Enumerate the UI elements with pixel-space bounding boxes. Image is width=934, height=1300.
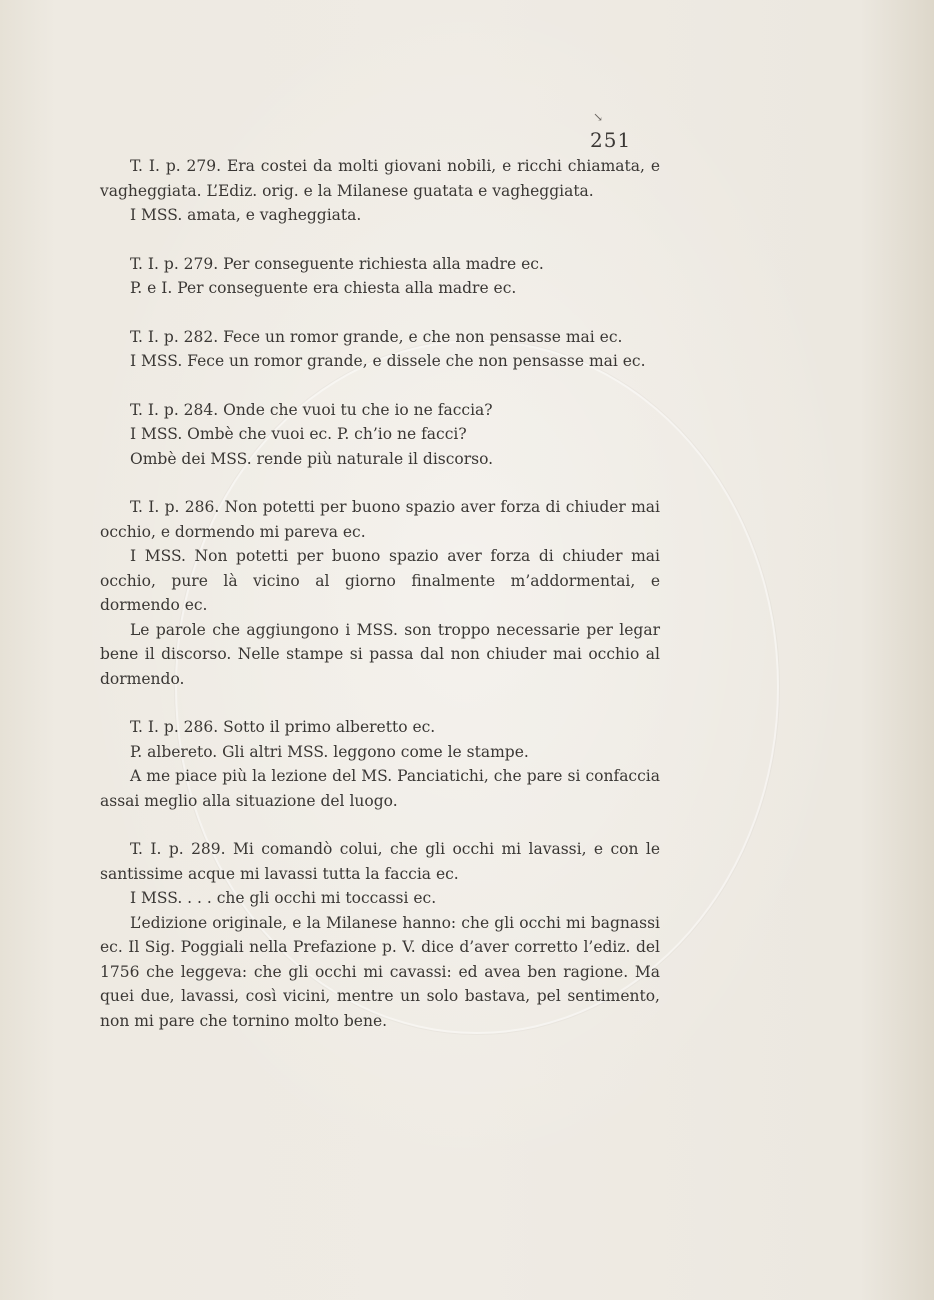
paragraph: A me piace più la lezione del MS. Panciatichi, che pare si confaccia assai meglio alla situazione del luogo. <box>100 767 660 810</box>
note-block <box>100 495 660 691</box>
note-block <box>100 325 660 374</box>
paragraph: L’edizione originale, e la Milanese hanno: che gli occhi mi bagnassi ec. Il Sig. Poggiali nella Prefazione p. V. dice d’aver corretto l’ediz. del 1756 che leggeva: che gli occhi mi cavassi: ed avea ben ragione. Ma quei due, lavassi, così vicini, mentre un solo bastava, pel sentimento, non mi pare che tornino molto bene. <box>100 913 660 1030</box>
paragraph: T. I. p. 286. Non potetti per buono spazio aver forza di chiuder mai occhio, e dormendo mi pareva ec. <box>100 498 660 541</box>
note-block <box>100 252 660 301</box>
paragraph: Ombè dei MSS. rende più naturale il discorso. <box>130 449 494 468</box>
ink-mark: ↘ <box>593 110 604 124</box>
paragraph: I MSS. amata, e vagheggiata. <box>130 206 362 224</box>
paragraph: T. I. p. 289. Mi comandò colui, che gli occhi mi lavassi, e con le santissime acque mi lavassi tutta la faccia ec. <box>100 840 660 883</box>
note-block <box>100 398 660 472</box>
paragraph: P. e I. Per conseguente era chiesta alla madre ec. <box>130 279 517 297</box>
note-block <box>100 837 660 1033</box>
paragraph: Le parole che aggiungono i MSS. son troppo necessarie per legar bene il discorso. Nelle stampe si passa dal non chiuder mai occhio al dormendo. <box>100 620 660 688</box>
paragraph: P. albereto. Gli altri MSS. leggono come le stampe. <box>130 742 529 761</box>
paragraph: I MSS. Non potetti per buono spazio aver forza di chiuder mai occhio, pure là vicino al giorno finalmente m’addormentai, e dormendo ec. <box>100 547 660 614</box>
paragraph: T. I. p. 284. Onde che vuoi tu che io ne faccia? <box>130 400 493 419</box>
note-block <box>100 715 660 813</box>
paragraph: I MSS. . . . che gli occhi mi toccassi ec. <box>130 889 437 907</box>
paragraph: T. I. p. 279. Per conseguente richiesta alla madre ec. <box>130 254 544 273</box>
paragraph: I MSS. Ombè che vuoi ec. P. ch’io ne facci? <box>130 425 467 443</box>
note-block <box>100 154 660 228</box>
paragraph: T. I. p. 282. Fece un romor grande, e che non pensasse mai ec. <box>130 327 623 346</box>
paragraph: I MSS. Fece un romor grande, e dissele che non pensasse mai ec. <box>130 352 646 370</box>
text-body <box>100 154 660 1033</box>
paragraph: T. I. p. 286. Sotto il primo alberetto ec. <box>130 718 436 736</box>
page-number: 251 <box>590 128 632 152</box>
paragraph: T. I. p. 279. Era costei da molti giovani nobili, e ricchi chiamata, e vagheggiata. L’Ediz. orig. e la Milanese guatata e vagheggiata. <box>100 157 660 200</box>
